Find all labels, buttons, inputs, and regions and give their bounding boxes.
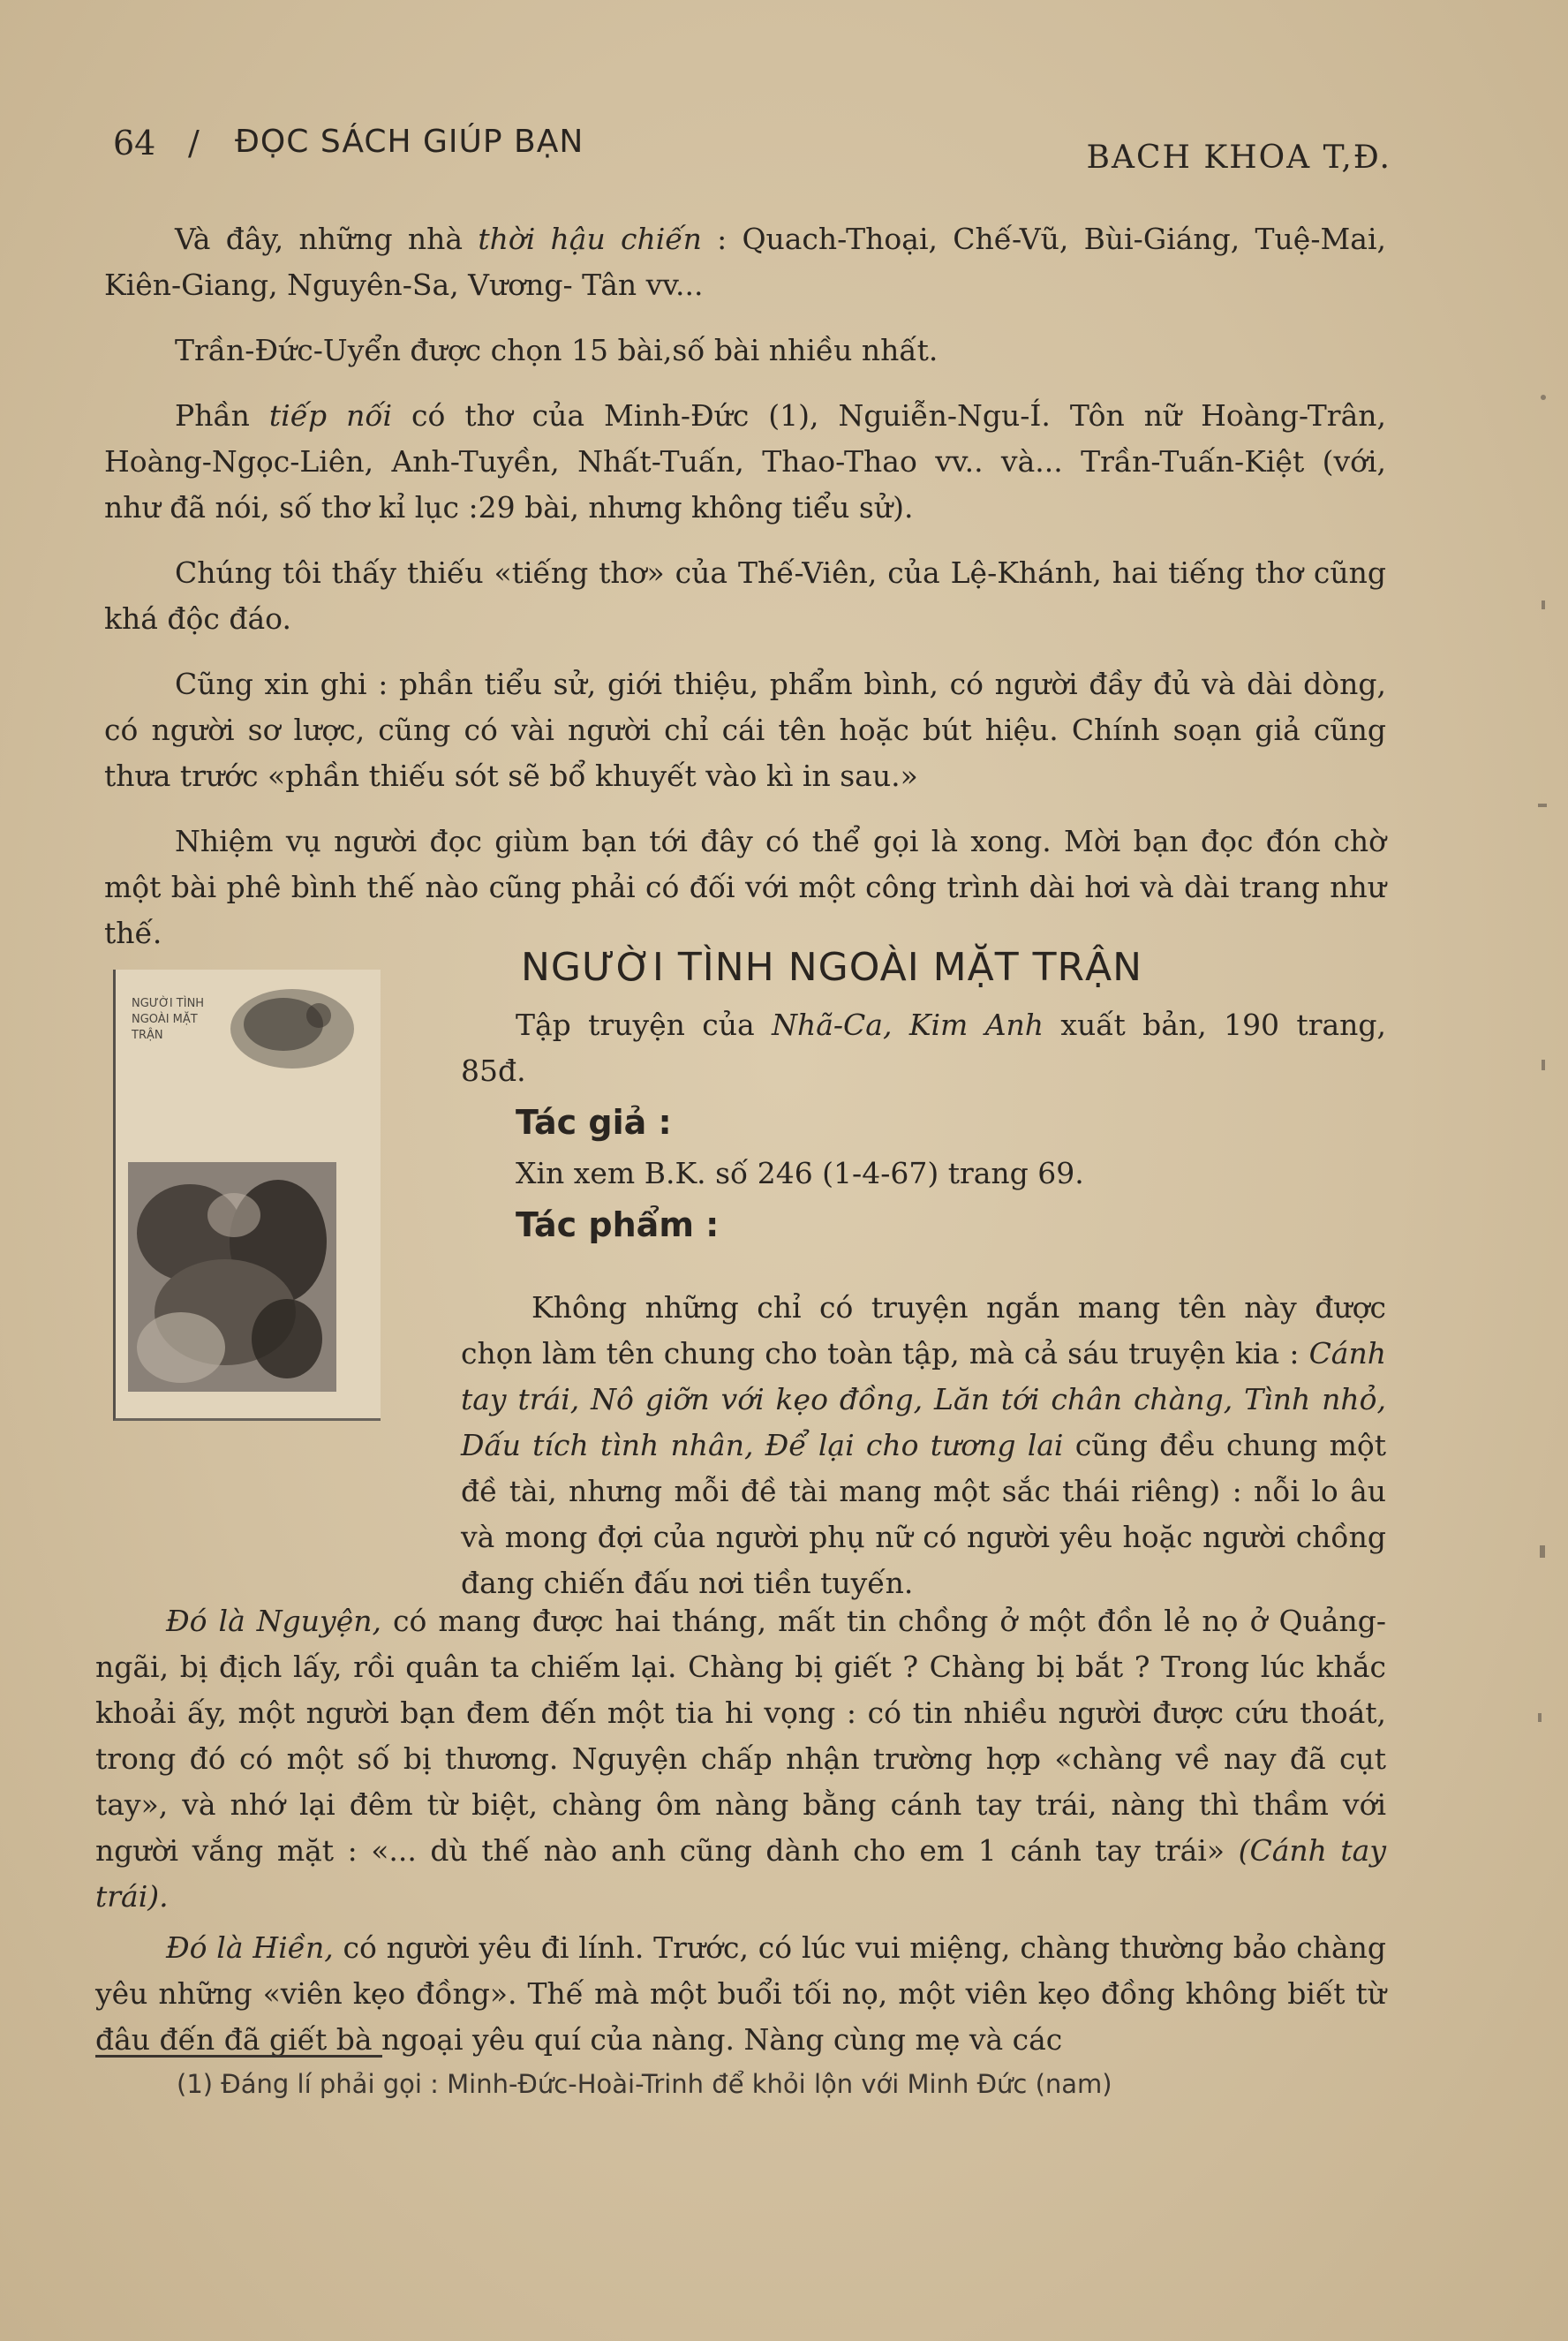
cover-title-text: NGƯỜI TÌNH NGOÀI MẶT TRẬN xyxy=(132,997,205,1042)
continued-text xyxy=(104,216,1386,976)
page-edge-marks xyxy=(1526,389,1561,1890)
review-body-continued xyxy=(95,1598,1386,2068)
magazine-title: BACH KHOA T,Đ. xyxy=(1086,140,1391,176)
book-intro: Tập truyện của Nhã-Ca, Kim Anh xuất bản, 190 trang, 85đ. xyxy=(461,1008,1387,1088)
book-info xyxy=(461,1002,1386,1253)
work-heading: Tác phẩm : xyxy=(516,1205,720,1244)
cover-illustration-top xyxy=(222,980,363,1077)
paragraph: Đó là Nguyện, có mang được hai tháng, mất tin chồng ở một đồn lẻ nọ ở Quảng-ngãi, bị địch lấy, rồi quân ta chiếm lại. Chàng bị giết ? Chàng bị bắt ? Trong lúc khắc khoải ấy, một người bạn đem đến một tia hi vọng : có tin nhiều người được cứu thoát, trong đó có một số bị thương. Nguyện chấp nhận trường hợp «chàng về nay đã cụt tay», và nhớ lại đêm từ biệt, chàng ôm nàng bằng cánh tay trái, nàng thì thầm với người vắng mặt : «... dù thế nào anh cũng dành cho em 1 cánh tay trái» (Cánh tay trái). xyxy=(95,1604,1386,1914)
author-heading: Tác giả : xyxy=(516,1103,672,1142)
article-title: NGƯỜI TÌNH NGOÀI MẶT TRẬN xyxy=(521,945,1143,990)
paragraph: Và đây, những nhà thời hậu chiến : Quach-Thoại, Chế-Vũ, Bùi-Giáng, Tuệ-Mai, Kiên-Giang, Nguyên-Sa, Vương- Tân vv... xyxy=(104,222,1386,302)
section-title: ĐỌC SÁCH GIÚP BẠN xyxy=(235,124,584,160)
paragraph: Chúng tôi thấy thiếu «tiếng thơ» của Thế-Viên, của Lệ-Khánh, hai tiếng thơ cũng khá độc đáo. xyxy=(104,555,1386,636)
header-separator: / xyxy=(188,124,200,162)
paragraph: Đó là Hiền, có người yêu đi lính. Trước, có lúc vui miệng, chàng thường bảo chàng yêu những «viên kẹo đồng». Thế mà một buổi tối nọ, một viên kẹo đồng không biết từ đâu đến đã giết bà ngoại yêu quí của nàng. Nàng cùng mẹ và các xyxy=(95,1930,1387,2057)
footnote-divider xyxy=(95,2055,382,2058)
paragraph: Phần tiếp nối có thơ của Minh-Đức (1), Nguiễn-Ngu-Í. Tôn nữ Hoàng-Trân, Hoàng-Ngọc-Liên, Anh-Tuyền, Nhất-Tuấn, Thao-Thao vv.. và... Trần-Tuấn-Kiệt (với, như đã nói, số thơ kỉ lục :29 bài, nhưng không tiểu sử). xyxy=(104,398,1386,525)
author-text: Xin xem B.K. số 246 (1-4-67) trang 69. xyxy=(516,1156,1084,1190)
paragraph: Nhiệm vụ người đọc giùm bạn tới đây có thể gọi là xong. Mời bạn đọc đón chờ một bài phê bình thế nào cũng phải có đối với một công trình dài hơi và dài trang như thế. xyxy=(104,824,1386,950)
paragraph: Không những chỉ có truyện ngắn mang tên này được chọn làm tên chung cho toàn tập, mà cả sáu truyện kia : Cánh tay trái, Nô giỡn với kẹo đồng, Lăn tới chân chàng, Tình nhỏ, Dấu tích tình nhân, Để lại cho tương lai cũng đều chung một đề tài, nhưng mỗi đề tài mang một sắc thái riêng) : nỗi lo âu và mong đợi của người phụ nữ có người yêu hoặc người chồng đang chiến đấu nơi tiền tuyến. xyxy=(461,1290,1387,1600)
paragraph: Trần-Đức-Uyển được chọn 15 bài,số bài nhiều nhất. xyxy=(175,333,939,367)
paragraph: Cũng xin ghi : phần tiểu sử, giới thiệu, phẩm bình, có người đầy đủ và dài dòng, có người sơ lược, cũng có vài người chỉ cái tên hoặc bút hiệu. Chính soạn giả cũng thưa trước «phần thiếu sót sẽ bổ khuyết vào kì in sau.» xyxy=(104,667,1386,793)
page-header xyxy=(113,124,1391,177)
page-number: 64 xyxy=(113,124,156,162)
review-body xyxy=(95,1285,1386,1612)
footnote: (1) Đáng lí phải gọi : Minh-Đức-Hoài-Trinh để khỏi lộn với Minh Đức (nam) xyxy=(177,2069,1112,2099)
